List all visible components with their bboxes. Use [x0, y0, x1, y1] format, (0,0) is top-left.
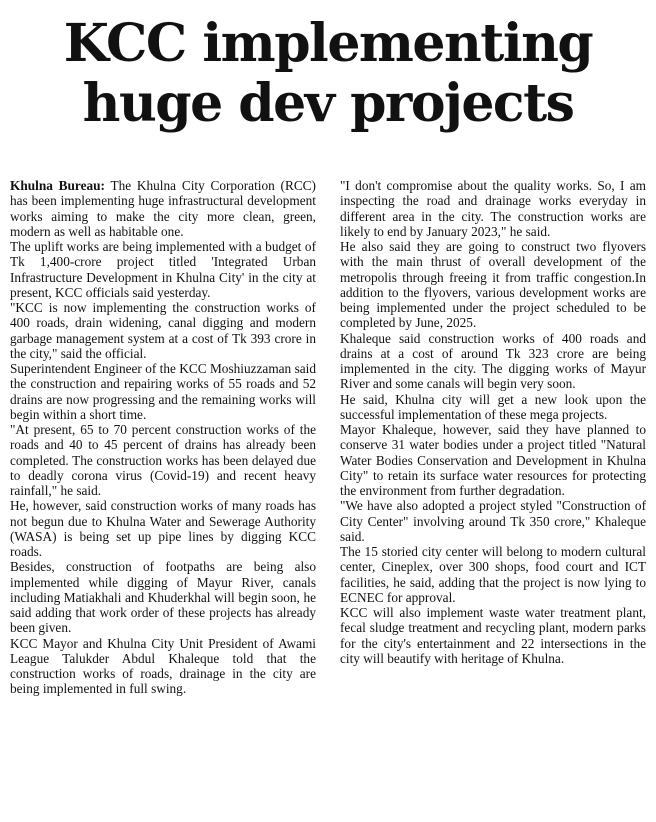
- article-column-right: [340, 178, 646, 697]
- article-paragraph: KCC Mayor and Khulna City Unit President of Awami League Talukder Abdul Khaleque told that the construction works of roads, drainage in the city are being implemented in full swing.: [10, 635, 316, 697]
- article-paragraph: Superintendent Engineer of the KCC Moshiuzzaman said the construction and repairing works of 55 roads and 52 drains are now progressing and the remaining works will begin within a short time.: [10, 361, 316, 422]
- article-paragraph: He also said they are going to construct two flyovers with the main thrust of overall development of the metropolis through freeing it from traffic congestion.In addition to the flyovers, various development works are being implemented under the project scheduled to be completed by June, 2025.: [340, 239, 646, 331]
- article-paragraph: Khaleque said construction works of 400 roads and drains at a cost of around Tk 323 crore are being implemented in the city. The digging works of Mayur River and some canals will begin very soon.: [340, 330, 646, 392]
- article-paragraph: He said, Khulna city will get a new look upon the successful implementation of these mega projects.: [340, 391, 646, 422]
- headline: [0, 0, 656, 134]
- headline-line-1: KCC implementing: [63, 13, 593, 74]
- article-paragraph: Mayor Khaleque, however, said they have planned to conserve 31 water bodies under a project titled "Natural Water Bodies Conservation and Development in Khulna City" to retain its surface water resources for protecting the environment from further degradation.: [340, 422, 646, 498]
- dateline: Khulna Bureau:: [10, 178, 105, 193]
- article-column-left: [10, 178, 316, 697]
- article-paragraph: "I don't compromise about the quality works. So, I am inspecting the road and drainage works everyday in different area in the city. The construction works are likely to end by January 2023," he said.: [340, 178, 646, 239]
- paragraph-text: The Khulna City Corporation (RCC) has been implementing huge infrastructural development works aiming to make the city more clean, green, modern as well as habitable one.: [10, 178, 316, 239]
- article-paragraph: [10, 178, 316, 239]
- article-paragraph: The uplift works are being implemented with a budget of Tk 1,400-crore project titled 'Integrated Urban Infrastructure Development in Khulna City' in the city at present, KCC officials said yesterday.: [10, 239, 316, 300]
- article-paragraph: Besides, construction of footpaths are being also implemented while digging of Mayur River, canals including Matiakhali and Khuderkhal will begin soon, he said adding that work order of these projects has already been given.: [10, 559, 316, 636]
- article-paragraph: "We have also adopted a project styled "Construction of City Center" involving around Tk 350 crore," Khaleque said.: [340, 498, 646, 544]
- headline-line-2: huge dev projects: [82, 73, 574, 134]
- article-body: [10, 178, 646, 697]
- article-paragraph: The 15 storied city center will belong to modern cultural center, Cineplex, over 300 shops, food court and ICT facilities, he said, adding that the project is now lying to ECNEC for approval.: [340, 544, 646, 605]
- article-paragraph: KCC will also implement waste water treatment plant, fecal sludge treatment and recycling plant, modern parks for the city's entertainment and 22 intersections in the city will beautify with heritage of Khulna.: [340, 605, 646, 666]
- article-paragraph: "KCC is now implementing the construction works of 400 roads, drain widening, canal digging and modern garbage management system at a cost of Tk 393 crore in the city," said the official.: [10, 300, 316, 361]
- article-paragraph: "At present, 65 to 70 percent construction works of the roads and 40 to 45 percent of drains has already been completed. The construction works has been delayed due to deadly corona virus (Covid-19) and recent heavy rainfall," he said.: [10, 422, 316, 498]
- article-paragraph: He, however, said construction works of many roads has not begun due to Khulna Water and Sewerage Authority (WASA) is being set up pipe lines by digging KCC roads.: [10, 498, 316, 559]
